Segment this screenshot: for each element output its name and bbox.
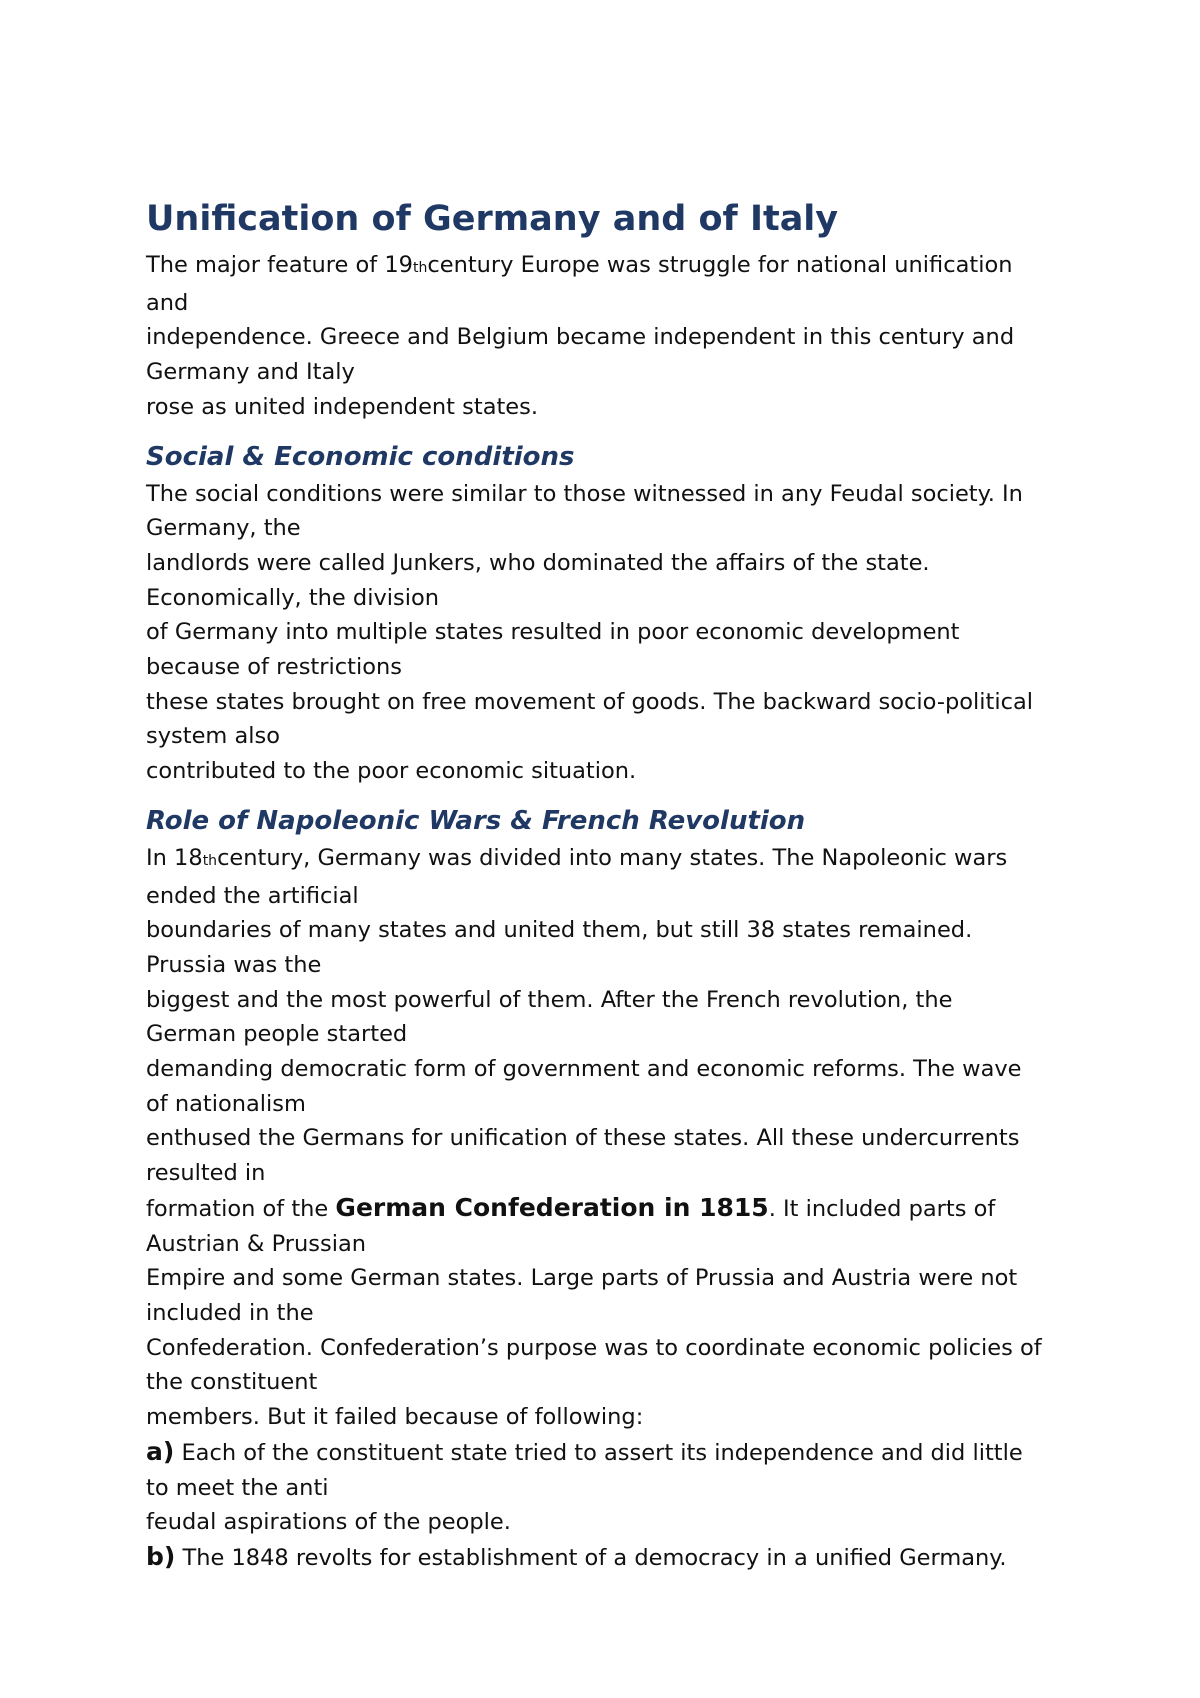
page-title: Unification of Germany and of Italy bbox=[146, 199, 839, 239]
ordinal-suffix: th bbox=[202, 852, 218, 869]
list-label: a) bbox=[146, 1436, 175, 1466]
text-line: ended the artificial bbox=[146, 882, 359, 909]
text-line: because of restrictions bbox=[146, 654, 402, 681]
text-line: included in the bbox=[146, 1299, 314, 1326]
text-line: of nationalism bbox=[146, 1090, 306, 1117]
text-line: Germany and Italy bbox=[146, 359, 355, 386]
text-line: Confederation. Confederation’s purpose was to coordinate economic policies of bbox=[146, 1334, 1042, 1361]
text-line: Germany, the bbox=[146, 515, 301, 542]
list-label: b) bbox=[146, 1541, 176, 1571]
text-line: resulted in bbox=[146, 1160, 266, 1187]
text-line: demanding democratic form of government and economic reforms. The wave bbox=[146, 1056, 1022, 1083]
text-line: German people started bbox=[146, 1021, 408, 1048]
text-run: Each of the constituent state tried to assert its independence and did little bbox=[174, 1439, 1023, 1466]
text-run: century, Germany was divided into many states. The Napoleonic wars bbox=[217, 844, 1008, 871]
text-line: Prussia was the bbox=[146, 951, 322, 978]
text-run: The 1848 revolts for establishment of a democracy in a unified Germany. bbox=[175, 1544, 1007, 1571]
text-run: formation of the bbox=[146, 1195, 336, 1222]
document-page bbox=[146, 196, 1086, 1576]
text-line: boundaries of many states and united them, but still 38 states remained. bbox=[146, 917, 973, 944]
text-line bbox=[146, 248, 1086, 286]
section-social-economic bbox=[146, 477, 1086, 789]
text-line bbox=[146, 1191, 1086, 1227]
intro-paragraph bbox=[146, 248, 1086, 425]
text-line: system also bbox=[146, 723, 281, 750]
text-line: contributed to the poor economic situation. bbox=[146, 758, 637, 785]
section-napoleonic-wars bbox=[146, 841, 1086, 1576]
text-run: century Europe was struggle for national unification bbox=[427, 252, 1013, 278]
emphasized-text: German Confederation in 1815 bbox=[335, 1192, 769, 1222]
text-run: In 18 bbox=[146, 844, 203, 871]
text-run: . It included parts of bbox=[768, 1195, 996, 1222]
text-line: to meet the anti bbox=[146, 1474, 329, 1501]
section-heading-social-economic: Social & Economic conditions bbox=[146, 441, 575, 472]
list-item-a bbox=[146, 1435, 1086, 1471]
text-line: Economically, the division bbox=[146, 584, 440, 611]
text-line: Empire and some German states. Large parts of Prussia and Austria were not bbox=[146, 1265, 1018, 1292]
text-line: of Germany into multiple states resulted in poor economic development bbox=[146, 619, 960, 646]
text-line: these states brought on free movement of goods. The backward socio-political bbox=[146, 688, 1033, 715]
text-line: biggest and the most powerful of them. After the French revolution, the bbox=[146, 986, 953, 1013]
text-line: and bbox=[146, 289, 189, 316]
text-line: feudal aspirations of the people. bbox=[146, 1509, 511, 1536]
ordinal-suffix: th bbox=[412, 260, 428, 276]
text-line: the constituent bbox=[146, 1369, 318, 1396]
section-heading-napoleonic-wars: Role of Napoleonic Wars & French Revolution bbox=[146, 805, 806, 836]
text-line bbox=[146, 841, 1086, 879]
text-line: The social conditions were similar to those witnessed in any Feudal society. In bbox=[146, 480, 1023, 507]
text-line: enthused the Germans for unification of these states. All these undercurrents bbox=[146, 1125, 1020, 1152]
text-line: rose as united independent states. bbox=[146, 393, 539, 420]
text-run: The major feature of 19 bbox=[146, 252, 413, 278]
text-line: landlords were called Junkers, who dominated the affairs of the state. bbox=[146, 549, 930, 576]
list-item-b bbox=[146, 1540, 1086, 1576]
text-line: independence. Greece and Belgium became independent in this century and bbox=[146, 324, 1015, 351]
text-line: members. But it failed because of following: bbox=[146, 1404, 644, 1431]
text-line: Austrian & Prussian bbox=[146, 1230, 367, 1257]
